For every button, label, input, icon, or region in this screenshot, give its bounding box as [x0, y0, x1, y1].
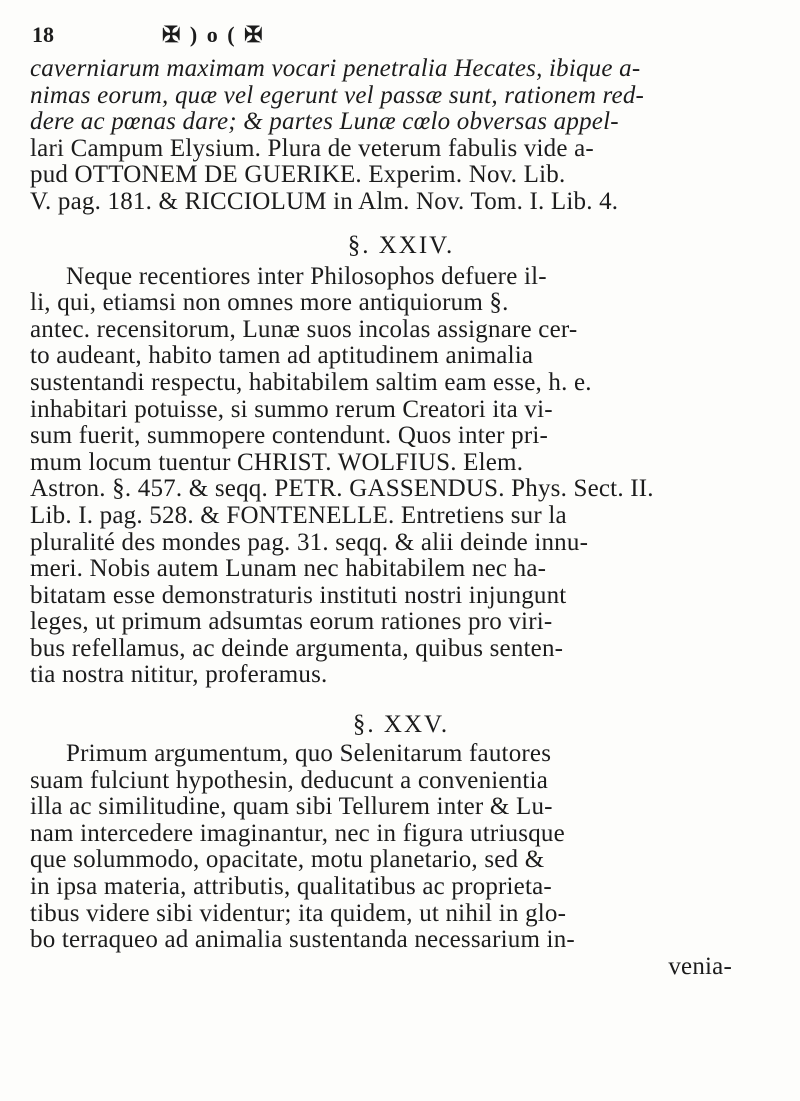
text-line: antec. recensitorum, Lunæ suos incolas assignare cer-: [30, 315, 578, 343]
text-line: leges, ut primum adsumtas eorum rationes pro viri-: [30, 608, 553, 636]
text-line: pud OTTONEM DE GUERIKE. Experim. Nov. Lib.: [30, 161, 566, 189]
text-line: bitatam esse demonstraturis instituti nostri injungunt: [30, 581, 567, 609]
text-line: Astron. §. 457. & seqq. PETR. GASSENDUS. Phys. Sect. II.: [30, 475, 654, 503]
catchword: venia-: [668, 952, 732, 980]
text-line: que solummodo, opacitate, motu planetario, sed &: [30, 846, 545, 874]
text-line: bus refellamus, ac deinde argumenta, quibus senten-: [30, 634, 564, 662]
text-line: li, qui, etiamsi non omnes more antiquiorum §.: [30, 289, 509, 317]
text-line: lari Campum Elysium. Plura de veterum fabulis vide a-: [30, 134, 594, 162]
text-line: Neque recentiores inter Philosophos defuere il-: [66, 262, 547, 290]
text-line: caverniarum maximam vocari penetralia Hecates, ibique a-: [30, 55, 641, 82]
text-line: pluralité des mondes pag. 31. seqq. & alii deinde innu-: [30, 528, 589, 556]
text-line: meri. Nobis autem Lunam nec habitabilem nec ha-: [30, 555, 547, 583]
text-line: suam fulciunt hypothesin, deducunt a convenientia: [30, 766, 549, 794]
text-line: sustentandi respectu, habitabilem saltim eam esse, h. e.: [30, 368, 592, 396]
header-ornament: ✠ ) o ( ✠: [162, 22, 265, 47]
text-line: illa ac similitudine, quam sibi Tellurem inter & Lu-: [30, 793, 553, 821]
text-line: sum fuerit, summopere contendunt. Quos inter pri-: [30, 422, 549, 450]
paragraph-1: [30, 56, 772, 216]
running-header: [30, 14, 772, 56]
text-line: nimas eorum, quæ vel egerunt vel passæ sunt, rationem red-: [30, 81, 645, 109]
page-number: 18: [32, 22, 54, 47]
text-line: tia nostra nititur, proferamus.: [30, 661, 328, 689]
text-line: mum locum tuentur CHRIST. WOLFIUS. Elem.: [30, 448, 524, 476]
section-heading-25: §. XXV.: [352, 711, 450, 739]
section-heading-24: §. XXIV.: [347, 231, 455, 259]
text-line: Lib. I. pag. 528. & FONTENELLE. Entretiens sur la: [30, 501, 567, 529]
paragraph-3: [30, 741, 772, 954]
paragraph-2: [30, 264, 772, 690]
text-line: nam intercedere imaginantur, nec in figura utriusque: [30, 819, 565, 847]
text-line: dere ac pœnas dare; & partes Lunæ cœlo obversas appel-: [30, 108, 619, 136]
text-line: V. pag. 181. & RICCIOLUM in Alm. Nov. Tom. I. Lib. 4.: [30, 187, 619, 215]
text-line: in ipsa materia, attributis, qualitatibus ac proprieta-: [30, 873, 552, 901]
text-line: inhabitari potuisse, si summo rerum Creatori ita vi-: [30, 395, 553, 423]
text-line: tibus videre sibi videntur; ita quidem, ut nihil in glo-: [30, 899, 567, 927]
text-line: bo terraqueo ad animalia sustentanda necessarium in-: [30, 926, 575, 954]
text-line: Primum argumentum, quo Selenitarum fautores: [66, 740, 552, 768]
text-line: to audeant, habito tamen ad aptitudinem animalia: [30, 342, 534, 370]
